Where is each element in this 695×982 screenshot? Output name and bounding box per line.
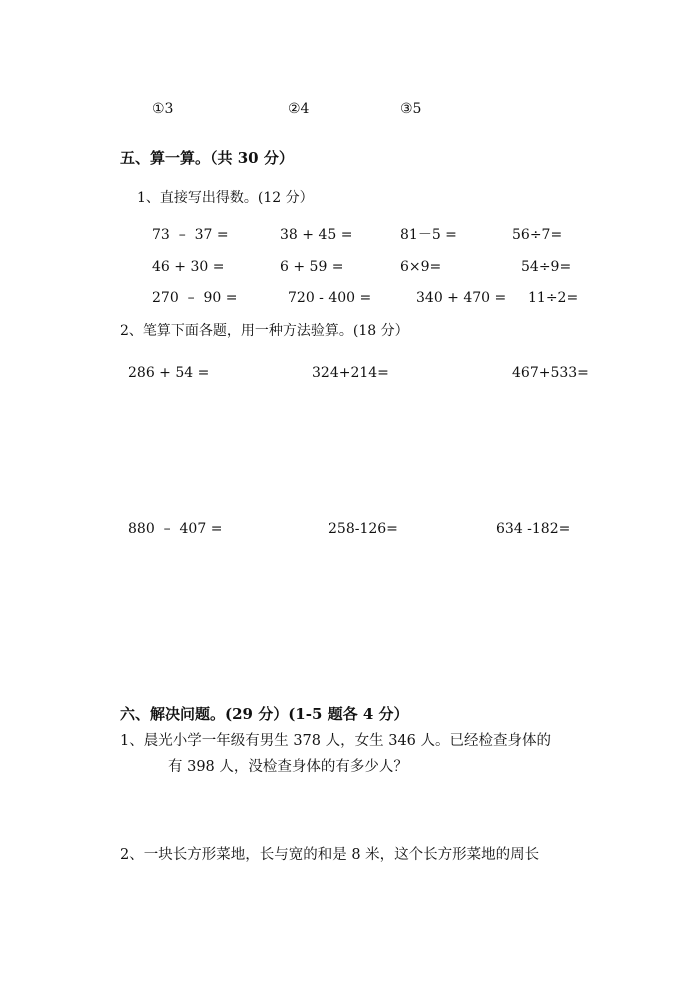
- option-1: ①3: [152, 101, 174, 117]
- calc-item: 73 – 37 =: [152, 227, 229, 243]
- calc-item: 6×9=: [400, 259, 442, 275]
- problem-1-line-2: 有 398 人，没检查身体的有多少人？: [168, 759, 408, 775]
- q1-title: 1、直接写出得数。(12 分）: [137, 190, 314, 206]
- calc-item: 720 - 400 =: [288, 290, 372, 306]
- calc-item: 38 + 45 =: [280, 227, 353, 243]
- calc-item: 54÷9=: [521, 259, 572, 275]
- calc-item: 11÷2=: [528, 290, 579, 306]
- problem-2-line-1: 2、一块长方形菜地，长与宽的和是 8 米，这个长方形菜地的周长: [120, 847, 540, 863]
- written-calc-item: 324+214=: [312, 365, 389, 381]
- calc-item: 270 – 90 =: [152, 290, 238, 306]
- q2-title: 2、笔算下面各题，用一种方法验算。(18 分）: [120, 323, 409, 339]
- written-calc-item: 880 – 407 =: [128, 521, 223, 537]
- calc-item: 46 + 30 =: [152, 259, 225, 275]
- section6-heading: 六、解决问题。(29 分）(1-5 题各 4 分）: [120, 705, 409, 723]
- calc-item: 6 + 59 =: [280, 259, 344, 275]
- written-calc-item: 467+533=: [512, 365, 589, 381]
- written-calc-item: 258-126=: [328, 521, 398, 537]
- option-2: ②4: [288, 101, 310, 117]
- option-3: ③5: [400, 101, 422, 117]
- calc-item: 56÷7=: [512, 227, 563, 243]
- section5-heading: 五、算一算。（共 30 分）: [120, 149, 294, 167]
- written-calc-item: 634 -182=: [496, 521, 571, 537]
- written-calc-item: 286 + 54 =: [128, 365, 210, 381]
- calc-item: 81－5 =: [400, 227, 457, 243]
- problem-1-line-1: 1、晨光小学一年级有男生 378 人，女生 346 人。已经检查身体的: [120, 733, 552, 749]
- calc-item: 340 + 470 =: [416, 290, 507, 306]
